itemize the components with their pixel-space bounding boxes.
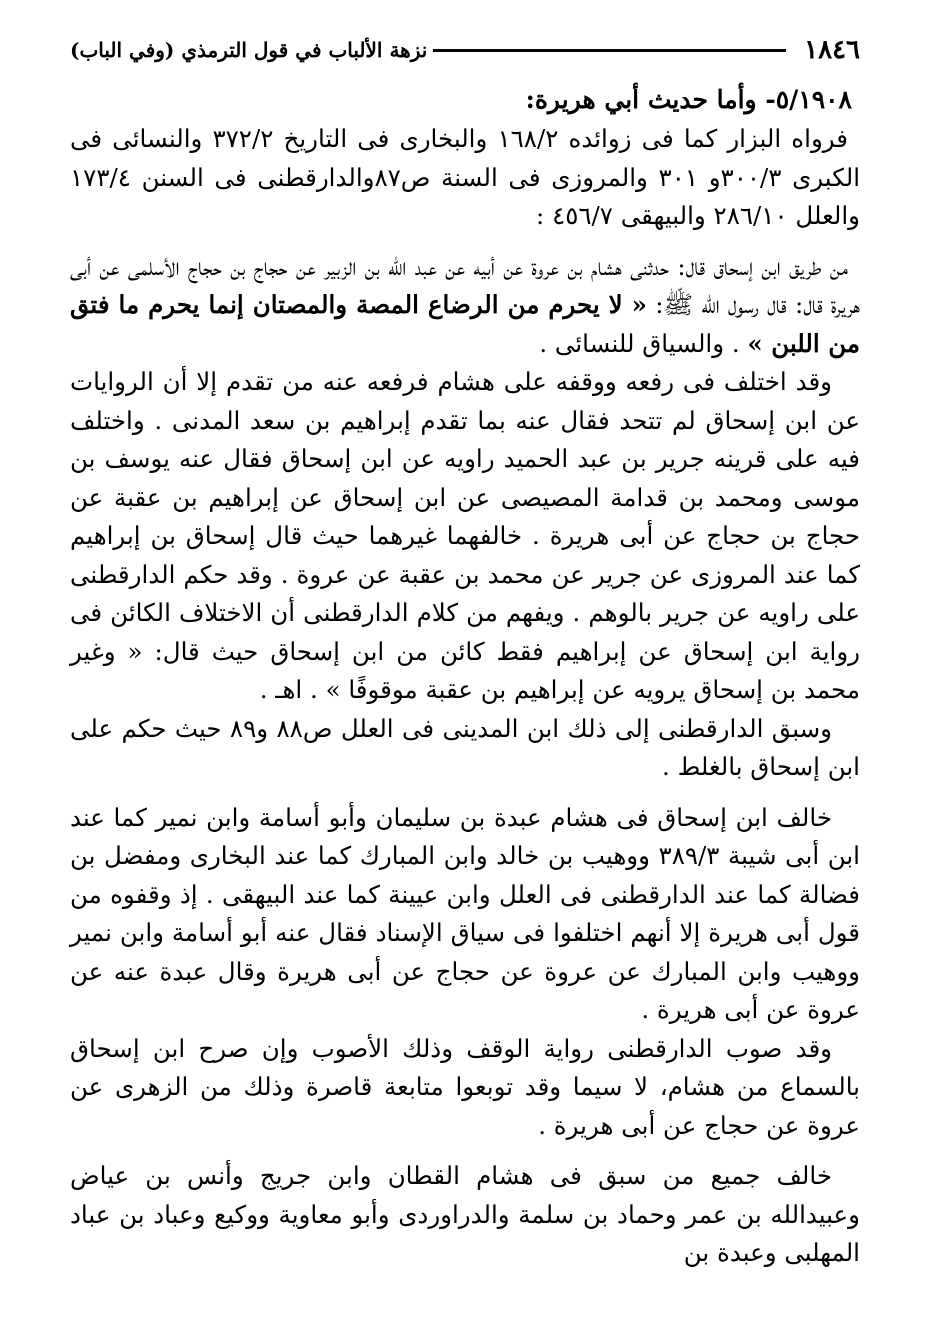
book-page: [70, 30, 860, 1320]
paragraph-mukhalafa: خالف ابن إسحاق فى هشام عبدة بن سليمان وأبو أسامة وابن نمير كما عند ابن أبى شيبة ٣٨٩/٣ ووهيب بن خالد وابن المبارك كما عند البخارى ومفضل بن فضالة كما عند الدارقطنى فى العلل وابن عيينة كما عند البيهقى . إذ وقفوه من قول أبى هريرة إلا أنهم اختلفوا فى سياق الإسناد فقال عنه أبو أسامة وابن نمير ووهيب وابن المبارك عن عروة عن حجاج عن أبى هريرة وقال عبدة عنه عن عروة عن أبى هريرة .: [70, 802, 861, 1024]
isnad-tail: . والسياق للنسائى .: [539, 328, 748, 358]
paragraph-ikhtilaf: وقد اختلف فى رفعه ووقفه على هشام فرفعه عنه من تقدم إلا أن الروايات عن ابن إسحاق لم تتحد فقال عنه بما تقدم إبراهيم بن سعد المدنى . واختلف فيه على قرينه جرير بن عبد الحميد راويه عن ابن إسحاق فقال عنه يوسف بن موسى ومحمد بن قدامة المصيصى عن ابن إسحاق عن إبراهيم بن عقبة عن حجاج بن حجاج عن أبى هريرة . خالفهما غيرهما حيث قال إسحاق بن إبراهيم كما عند المروزى عن جرير عن محمد بن عقبة عن عروة . وقد حكم الدارقطنى على راويه عن جرير بالوهم . ويفهم من كلام الدارقطنى أن الاختلاف الكائن فى رواية ابن إسحاق عن إبراهيم فقط كائن من ابن إسحاق حيث قال: « وغير محمد بن إسحاق يرويه عن إبراهيم بن عقبة موقوفًا » . اهـ .: [70, 367, 860, 704]
page-header: [70, 30, 860, 70]
running-title: نزهة الألباب في قول الترمذي (وفي الباب): [70, 38, 428, 62]
paragraph-closing: خالف جميع من سبق فى هشام القطان وابن جريج وأنس بن عياض وعبيدالله بن عمر وحماد بن سلمة والدراوردى وأبو معاوية ووكيع وعباد بن عباد المهلبى وعبدة بن: [70, 1161, 860, 1267]
hadith-text: « لا يحرم من الرضاع المصة والمصتان إنما يحرم ما فتق من اللبن »: [70, 290, 860, 358]
page-number: ١٨٤٦: [804, 35, 860, 65]
header-rule: [433, 49, 786, 52]
isnad-text: من طريق ابن إسحاق قال: حدثنى هشام بن عروة عن أبيه عن عبد الله بن الزبير عن حجاج بن حجاج الأسلمى عن أبى هريرة قال: قال رسول الله ﷺ:: [70, 251, 861, 319]
paragraph-isnad: [70, 248, 860, 364]
paragraph-tarjih: وقد صوب الدارقطنى رواية الوقف وذلك الأصوب وإن صرح ابن إسحاق بالسماع من هشام، لا سيما وقد توبعوا متابعة قاصرة وذلك من الزهرى عن عروة عن حجاج عن أبى هريرة .: [70, 1033, 860, 1140]
section-heading: ٥/١٩٠٨- وأما حديث أبي هريرة:: [525, 85, 852, 114]
paragraph-madini: وسبق الدارقطنى إلى ذلك ابن المدينى فى العلل ص٨٨ و٨٩ حيث حكم على ابن إسحاق بالغلط .: [70, 713, 860, 781]
paragraph-sources: فرواه البزار كما فى زوائده ١٦٨/٢ والبخارى فى التاريخ ٣٧٢/٢ والنسائى فى الكبرى ٣٠٠/٣و ٣٠١ والمروزى فى السنة ص٨٧والدارقطنى فى السنن ١٧٣/٤ والعلل ٢٨٦/١٠ والبيهقى ٤٥٦/٧ :: [70, 124, 861, 230]
